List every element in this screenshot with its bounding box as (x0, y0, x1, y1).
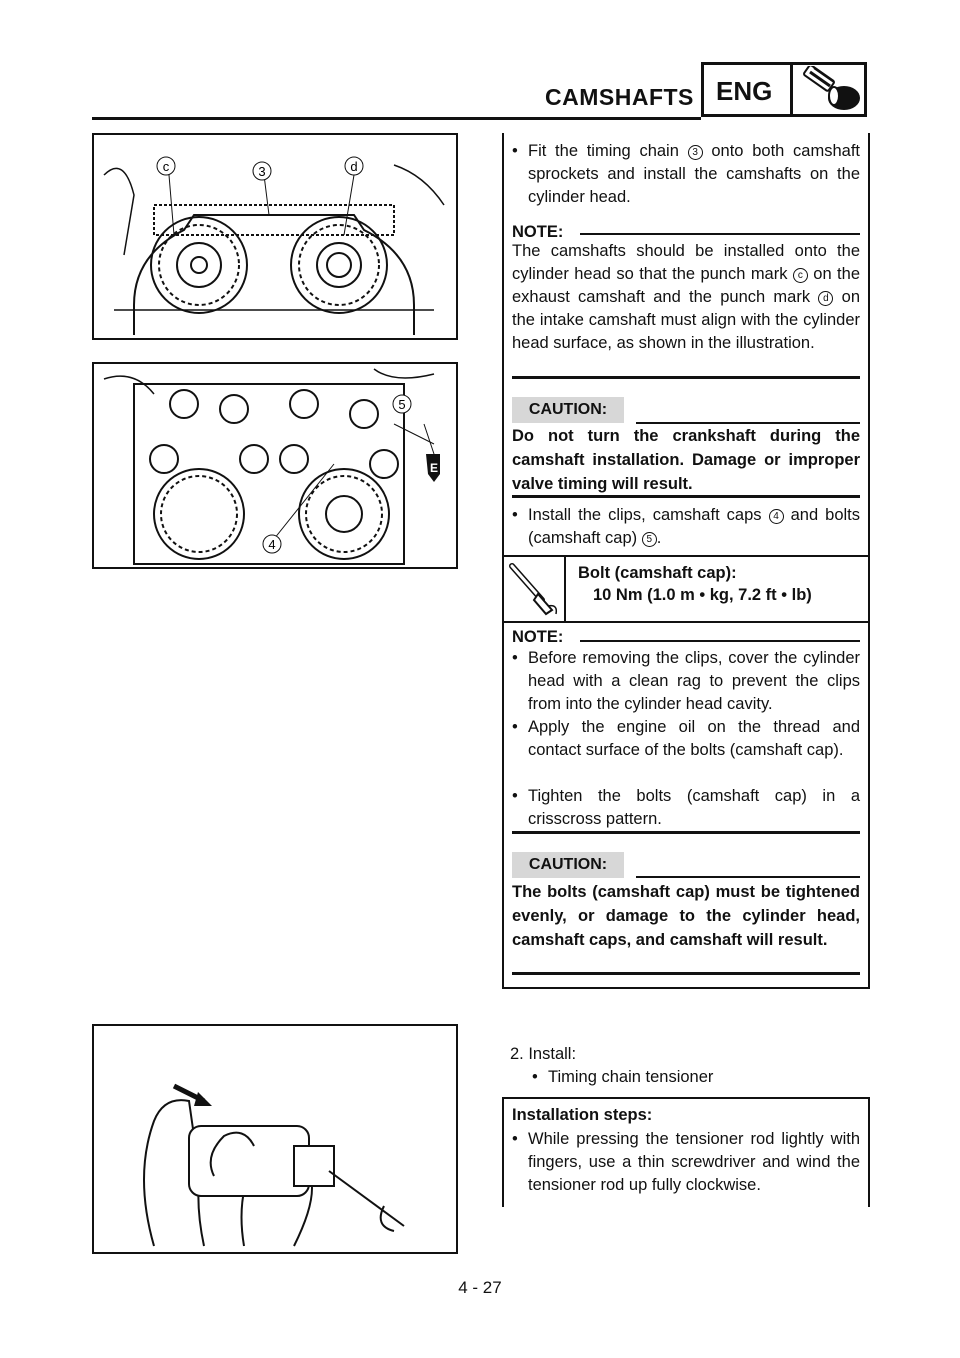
note2-item: • Tighten the bolts (camshaft cap) in a crisscross pattern. (510, 785, 860, 831)
note1-heading: NOTE: (512, 223, 564, 241)
ref-d: d (818, 291, 833, 306)
section-title: CAMSHAFTS (545, 84, 694, 110)
note2-item: • Apply the engine oil on the thread and contact surface of the bolts (camshaft cap). (510, 716, 860, 762)
label-d: d (350, 159, 358, 174)
figure-camshaft-punch-marks (92, 133, 458, 340)
caution2-label: CAUTION: (512, 852, 624, 878)
label-4: 4 (268, 537, 276, 552)
step-fit-timing-chain: • Fit the timing chain 3 onto both camshaft sprockets and install the camshafts on the cylinder head. (510, 140, 860, 209)
caution1-text: Do not turn the crankshaft during the camshaft installation. Damage or improper valve timing will result. (512, 427, 860, 493)
label-c: c (162, 159, 170, 174)
step-install-clips: • Install the clips, camshaft caps 4 and bolts (camshaft cap) 5 . (510, 504, 860, 550)
note2-item: • Before removing the clips, cover the cylinder head with a clean rag to prevent the clips from into the cylinder head cavity. (510, 647, 860, 716)
chapter-code: ENG (716, 76, 773, 106)
note1-line (580, 233, 860, 235)
torque-wrench-icon (506, 560, 560, 623)
chapter-tab-divider (790, 62, 793, 117)
note2-end-rule (512, 831, 860, 834)
header-rule (92, 117, 701, 120)
label-3: 3 (258, 164, 266, 179)
torque-label: Bolt (camshaft cap): (578, 564, 737, 582)
caution1-end-rule (512, 495, 860, 498)
note1-text: The camshafts should be installed onto the cylinder head so that the punch mark c on the exhaust camshaft and the punch mark d on the intake camshaft must align with the cylinder head surface, as shown in the illustration. (512, 242, 860, 352)
label-e: E (429, 461, 439, 475)
ref-4: 4 (769, 509, 784, 524)
torque-spec-divider (564, 555, 566, 623)
ref-c: c (793, 268, 808, 283)
installation-step-item: • While pressing the tensioner rod lightly with fingers, use a thin screwdriver and wind the tensioner rod up fully clockwise. (510, 1128, 860, 1197)
ref-3: 3 (688, 145, 703, 160)
caution2-text: The bolts (camshaft cap) must be tightened evenly, or damage to the cylinder head, camshaft caps, and camshaft will result. (512, 883, 860, 949)
note1-end-rule (512, 376, 860, 379)
wrench-icon (800, 66, 864, 119)
caution2-end-rule (512, 972, 860, 975)
torque-value: 10 Nm (1.0 m • kg, 7.2 ft • lb) (593, 586, 812, 604)
note2-line (580, 640, 860, 642)
step2-item: • Timing chain tensioner (530, 1066, 860, 1089)
caution1-label: CAUTION: (512, 397, 624, 423)
installation-steps-heading: Installation steps: (512, 1106, 653, 1124)
note2-heading: NOTE: (512, 628, 564, 646)
page-number: 4 - 27 (458, 1278, 502, 1297)
caution2-line (636, 876, 860, 878)
label-5: 5 (398, 397, 406, 412)
step2-title: 2. Install: (510, 1045, 577, 1063)
figure-timing-chain-tensioner (92, 1024, 458, 1254)
figure-camshaft-caps (92, 362, 458, 569)
ref-5: 5 (642, 532, 657, 547)
